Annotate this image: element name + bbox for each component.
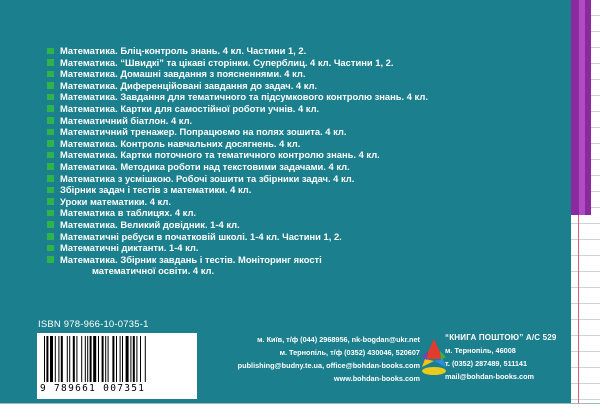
bullet-square-icon [47,129,54,136]
barcode-bar [76,336,77,382]
barcode-bars [44,336,190,382]
book-list-item [47,173,557,185]
book-title: Математичний тренажер. Попрацюємо на полях зошита. 4 кл. [60,126,347,138]
book-list-item [47,219,557,231]
barcode-bar [73,336,75,382]
mail-order-line: м. Тернопіль, 46008 [445,346,516,355]
book-list-item [47,149,557,161]
book-title: Математика. Бліц-контроль знань. 4 кл. Частини 1, 2. [60,45,307,56]
barcode-bar [58,336,59,382]
book-title: Математичний біатлон. 4 кл. [60,114,193,126]
book-list-item [47,138,557,150]
book-title: Математика в таблицях. 4 кл. [60,207,197,219]
bottom-edge [0,403,600,416]
purple-tab-highlight [579,0,585,215]
book-list-item [47,126,557,138]
book-title: Математика. Методика роботи над текстовими задачами. 4 кл. [60,160,350,172]
bullet-square-icon [47,94,54,101]
book-title: Математика з усмішкою. Робочі зошити та збірники задач. 4 кл. [60,172,355,184]
book-list-item [47,161,557,173]
barcode-bar [122,336,123,382]
barcode-bar [90,336,92,382]
barcode-bar [102,336,104,382]
contact-line: publishing@budny.te.ua, office@bohdan-books.com [237,361,420,370]
barcode [37,333,197,399]
barcode-bar [108,336,109,382]
contact-line: www.bohdan-books.com [333,374,420,383]
barcode-bar [50,336,53,382]
bullet-square-icon [47,233,54,240]
bullet-square-icon [47,187,54,194]
publisher-logo-icon [420,337,448,377]
bullet-square-icon [47,71,54,78]
barcode-bar [133,336,135,382]
book-title: Математика. Домашні завдання з поясненнями. 4 кл. [60,68,306,80]
mail-order-line: т. (0352) 287489, 511141 [445,359,528,368]
barcode-bar [136,336,137,382]
barcode-bar [44,336,45,382]
bullet-square-icon [47,175,54,182]
barcode-bar [61,336,63,382]
book-title: Математичні ребуси в початковій школі. 1-4 кл. Частини 1, 2. [60,230,342,242]
barcode-bar [105,336,106,382]
book-title: Математичні диктанти. 1-4 кл. [60,242,199,254]
bullet-square-icon [47,163,54,170]
contact-line: м. Київ, т/ф (044) 2968956, nk-bogdan@ukr.net [257,335,420,344]
bullet-square-icon [47,105,54,112]
book-list-item [47,184,557,196]
bullet-square-icon [47,256,54,263]
book-list-item [47,242,557,254]
book-list-item [47,68,557,80]
book-list-item [47,207,557,219]
bullet-square-icon [47,59,54,66]
barcode-digits: 9 789661 007351 [40,383,146,394]
book-list-item [47,103,557,115]
contact-line: м. Тернопіль, т/ф (0352) 430046, 520607 [279,348,420,357]
book-list-item [47,80,557,92]
barcode-bar [145,336,146,382]
barcode-bar [46,336,48,382]
book-list-item [47,91,557,103]
book-title: Математика. Великий довідник. 1-4 кл. [60,218,240,230]
barcode-bar [140,336,141,382]
book-list-item [47,45,557,57]
barcode-bar [112,336,114,382]
book-title-continuation: математичної освіти. 4 кл. [92,265,215,277]
bullet-square-icon [47,210,54,217]
barcode-bar [69,336,70,382]
barcode-bar [116,336,117,382]
book-title: Математика. Контроль навчальних досягнень. 4 кл. [60,137,301,149]
barcode-bar [87,336,88,382]
book-title: Уроки математики. 4 кл. [60,195,171,207]
bullet-square-icon [47,82,54,89]
book-title: Математика. Картки для самостійної роботи учнів. 4 кл. [60,102,320,114]
mail-order-contacts [445,331,570,383]
book-title: Математика. Картки поточного та тематичного контролю знань. 4 кл. [60,149,380,161]
barcode-bar [120,336,121,382]
book-list-item [47,115,557,127]
barcode-bar [55,336,56,382]
book-list-item [47,196,557,208]
book-list-item [47,57,557,69]
barcode-bar [130,336,131,382]
book-title: Математика. “Швидкі” та цікаві сторінки. Суперблиц. 4 кл. Частини 1, 2. [60,56,394,68]
bullet-square-icon [47,198,54,205]
book-title: Математика. Збірник завдань і тестів. Моніторинг якості [60,253,322,265]
barcode-bar [93,336,96,382]
book-title: Математика. Завдання для тематичного та підсумкового контролю знань. 4 кл. [60,91,428,103]
book-list [47,45,557,277]
book-title: Математика. Диференційовані завдання до задач. 4 кл. [60,79,318,91]
bullet-square-icon [47,48,54,55]
isbn: ISBN 978-966-10-0735-1 [38,319,149,330]
bullet-square-icon [47,152,54,159]
book-list-item [47,231,557,243]
bullet-square-icon [47,140,54,147]
barcode-bar [98,336,99,382]
barcode-bar [85,336,86,382]
bullet-square-icon [47,117,54,124]
book-title: Збірник задач і тестів з математики. 4 кл. [60,184,252,196]
bullet-square-icon [47,245,54,252]
bullet-square-icon [47,221,54,228]
publisher-contacts [230,333,420,385]
barcode-bar [126,336,129,382]
barcode-bar [81,336,82,382]
mail-order-title: “КНИГА ПОШТОЮ” А/С 529 [445,333,557,342]
book-list-item [47,254,557,266]
barcode-bar [67,336,68,382]
mail-order-line: mail@bohdan-books.com [445,372,535,381]
